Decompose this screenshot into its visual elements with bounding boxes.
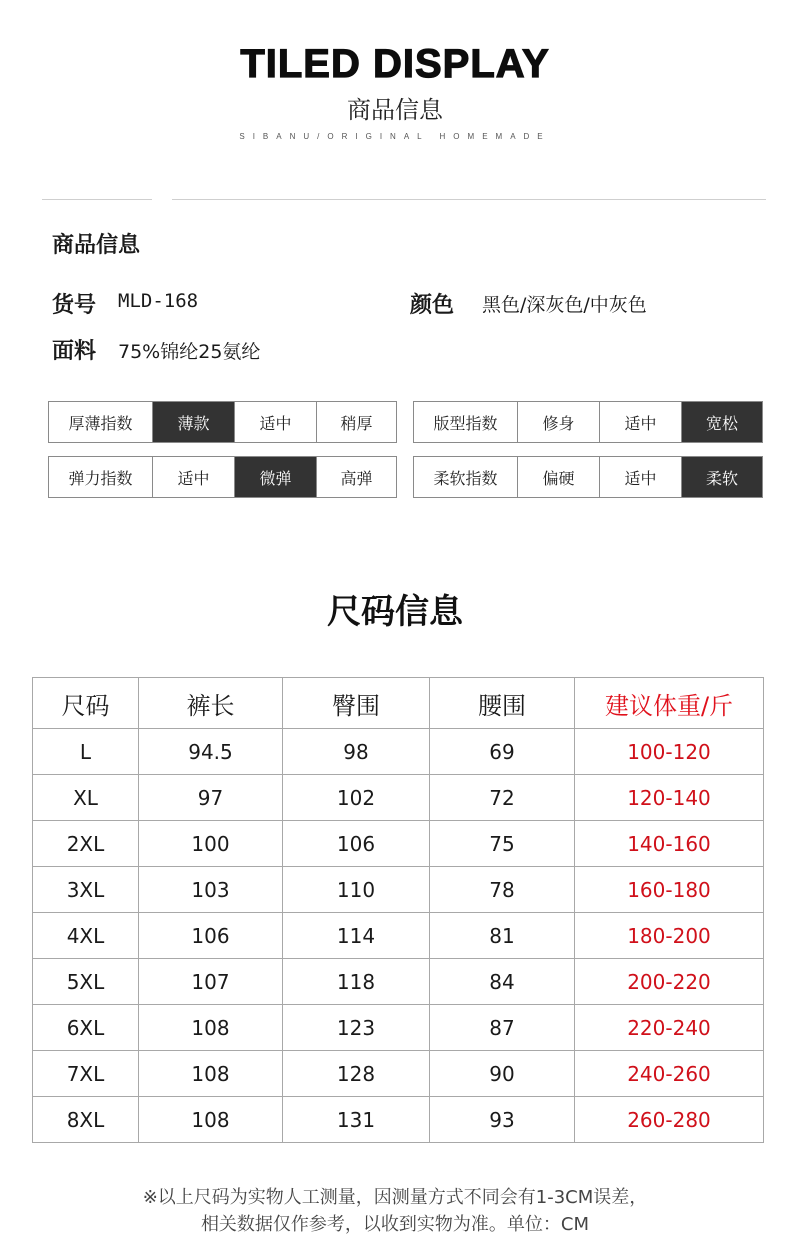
table-row bbox=[33, 821, 764, 867]
cell-size: 6XL bbox=[33, 1005, 139, 1051]
cell-weight: 260-280 bbox=[575, 1097, 764, 1143]
product-info-heading: 商品信息 bbox=[52, 233, 141, 258]
cell-waist: 69 bbox=[430, 729, 575, 775]
cell-length: 97 bbox=[139, 775, 283, 821]
fit-option-loose: 宽松 bbox=[681, 402, 762, 442]
cell-length: 94.5 bbox=[139, 729, 283, 775]
table-row bbox=[33, 729, 764, 775]
elasticity-index bbox=[48, 456, 397, 498]
divider-right bbox=[172, 199, 766, 200]
cell-weight: 240-260 bbox=[575, 1051, 764, 1097]
cell-weight: 140-160 bbox=[575, 821, 764, 867]
cell-length: 107 bbox=[139, 959, 283, 1005]
cell-hip: 131 bbox=[283, 1097, 430, 1143]
cell-size: 7XL bbox=[33, 1051, 139, 1097]
cell-length: 103 bbox=[139, 867, 283, 913]
fit-index bbox=[413, 401, 763, 443]
cell-size: L bbox=[33, 729, 139, 775]
cell-waist: 75 bbox=[430, 821, 575, 867]
elasticity-option-slight: 微弹 bbox=[234, 457, 316, 497]
cell-weight: 160-180 bbox=[575, 867, 764, 913]
size-info-heading: 尺码信息 bbox=[327, 592, 463, 632]
cell-weight: 120-140 bbox=[575, 775, 764, 821]
fabric-value: 75%锦纶25氨纶 bbox=[118, 341, 261, 363]
footnote-line-2: 相关数据仅作参考，以收到实物为准。单位：CM bbox=[200, 1214, 590, 1235]
thickness-index-label: 厚薄指数 bbox=[68, 413, 133, 433]
main-title: TILED DISPLAY bbox=[240, 42, 550, 86]
cell-size: 5XL bbox=[33, 959, 139, 1005]
thickness-option-thin: 薄款 bbox=[152, 402, 234, 442]
softness-option-soft: 柔软 bbox=[681, 457, 762, 497]
softness-option-stiff: 偏硬 bbox=[517, 457, 599, 497]
cell-size: 8XL bbox=[33, 1097, 139, 1143]
cell-size: 4XL bbox=[33, 913, 139, 959]
col-header-size: 尺码 bbox=[33, 678, 139, 729]
cell-waist: 93 bbox=[430, 1097, 575, 1143]
table-row bbox=[33, 1005, 764, 1051]
col-header-length: 裤长 bbox=[139, 678, 283, 729]
cell-length: 108 bbox=[139, 1005, 283, 1051]
brand-tagline: SIBANU/ORIGINAL HOMEMADE bbox=[239, 132, 551, 141]
color-label: 颜色 bbox=[410, 293, 455, 318]
cell-length: 108 bbox=[139, 1097, 283, 1143]
cell-hip: 123 bbox=[283, 1005, 430, 1051]
thickness-option-thick: 稍厚 bbox=[316, 402, 396, 442]
cell-length: 100 bbox=[139, 821, 283, 867]
cell-hip: 114 bbox=[283, 913, 430, 959]
table-row bbox=[33, 775, 764, 821]
cell-weight: 180-200 bbox=[575, 913, 764, 959]
col-header-weight: 建议体重/斤 bbox=[575, 678, 764, 729]
softness-option-medium: 适中 bbox=[599, 457, 681, 497]
col-header-hip: 臀围 bbox=[283, 678, 430, 729]
cell-length: 108 bbox=[139, 1051, 283, 1097]
cell-hip: 128 bbox=[283, 1051, 430, 1097]
cell-size: 2XL bbox=[33, 821, 139, 867]
thickness-option-medium: 适中 bbox=[234, 402, 316, 442]
elasticity-option-high: 高弹 bbox=[316, 457, 396, 497]
cell-waist: 72 bbox=[430, 775, 575, 821]
cell-hip: 110 bbox=[283, 867, 430, 913]
sub-title: 商品信息 bbox=[347, 96, 443, 124]
cell-waist: 87 bbox=[430, 1005, 575, 1051]
cell-waist: 84 bbox=[430, 959, 575, 1005]
table-row bbox=[33, 867, 764, 913]
color-value: 黑色/深灰色/中灰色 bbox=[482, 294, 647, 316]
softness-index bbox=[413, 456, 763, 498]
sku-value: MLD-168 bbox=[118, 290, 199, 312]
fit-option-slim: 修身 bbox=[517, 402, 599, 442]
thickness-index bbox=[48, 401, 397, 443]
cell-waist: 81 bbox=[430, 913, 575, 959]
cell-hip: 102 bbox=[283, 775, 430, 821]
cell-weight: 220-240 bbox=[575, 1005, 764, 1051]
table-row bbox=[33, 1051, 764, 1097]
size-table-header bbox=[33, 678, 764, 729]
cell-size: XL bbox=[33, 775, 139, 821]
elasticity-index-label: 弹力指数 bbox=[68, 468, 133, 488]
size-table bbox=[32, 677, 764, 1143]
cell-weight: 200-220 bbox=[575, 959, 764, 1005]
softness-index-label: 柔软指数 bbox=[433, 468, 498, 488]
footnote-line-1: ※以上尺码为实物人工测量，因测量方式不同会有1-3CM误差， bbox=[142, 1187, 648, 1208]
fit-option-regular: 适中 bbox=[599, 402, 681, 442]
cell-hip: 98 bbox=[283, 729, 430, 775]
cell-hip: 118 bbox=[283, 959, 430, 1005]
fit-index-label: 版型指数 bbox=[433, 413, 498, 433]
cell-waist: 90 bbox=[430, 1051, 575, 1097]
elasticity-option-medium: 适中 bbox=[152, 457, 234, 497]
table-row bbox=[33, 959, 764, 1005]
cell-weight: 100-120 bbox=[575, 729, 764, 775]
cell-size: 3XL bbox=[33, 867, 139, 913]
table-row bbox=[33, 1097, 764, 1143]
divider-left bbox=[42, 199, 152, 200]
cell-waist: 78 bbox=[430, 867, 575, 913]
sku-label: 货号 bbox=[52, 293, 97, 318]
fabric-label: 面料 bbox=[52, 339, 97, 364]
table-row bbox=[33, 913, 764, 959]
cell-hip: 106 bbox=[283, 821, 430, 867]
col-header-waist: 腰围 bbox=[430, 678, 575, 729]
cell-length: 106 bbox=[139, 913, 283, 959]
